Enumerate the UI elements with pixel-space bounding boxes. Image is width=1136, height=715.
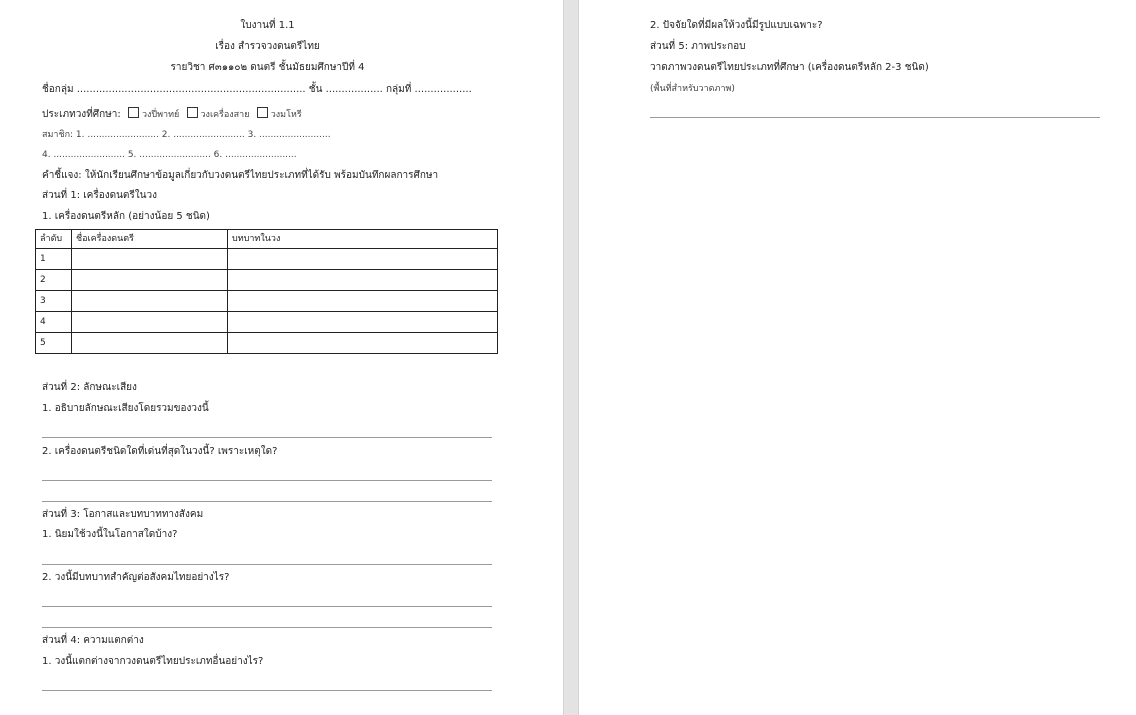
- part1-title: ส่วนที่ 1: เครื่องดนตรีในวง: [42, 190, 158, 201]
- row-number: 2: [36, 270, 72, 291]
- instrument-cell[interactable]: [72, 291, 228, 312]
- group-line: ชื่อกลุ่ม ........................................................................ ชั้น .................. กลุ่มที่ ..................: [42, 84, 472, 95]
- part2-question-2: 2. เครื่องดนตรีชนิดใดที่เด่นที่สุดในวงนี้? เพราะเหตุใด?: [42, 446, 278, 457]
- instrument-cell[interactable]: [72, 270, 228, 291]
- table-row: [36, 291, 498, 312]
- role-cell[interactable]: [228, 291, 498, 312]
- part5-question-1: วาดภาพวงดนตรีไทยประเภทที่ศึกษา (เครื่องดนตรีหลัก 2-3 ชนิด): [650, 62, 929, 73]
- row-number: 5: [36, 333, 72, 354]
- table-header-role: บทบาทในวง: [228, 230, 498, 249]
- band-option-mahori: วงมโหรี: [270, 110, 302, 120]
- table-row: [36, 249, 498, 270]
- band-type-row: [42, 107, 302, 122]
- band-type-label: ประเภทวงที่ศึกษา:: [42, 109, 121, 120]
- answer-line[interactable]: [42, 564, 492, 565]
- instrument-cell[interactable]: [72, 249, 228, 270]
- answer-line[interactable]: [42, 437, 492, 438]
- checkbox-mahori[interactable]: [257, 107, 268, 118]
- table-header-row: [36, 230, 498, 249]
- part5-title: ส่วนที่ 5: ภาพประกอบ: [650, 41, 746, 52]
- document-page-1: [0, 0, 563, 715]
- part4-title: ส่วนที่ 4: ความแตกต่าง: [42, 635, 144, 646]
- table-row: [36, 312, 498, 333]
- checkbox-khrueangsai[interactable]: [187, 107, 198, 118]
- row-number: 4: [36, 312, 72, 333]
- part4-question-2: 2. ปัจจัยใดที่มีผลให้วงนี้มีรูปแบบเฉพาะ?: [650, 20, 823, 31]
- drawing-area-note: (พื้นที่สำหรับวาดภาพ): [650, 84, 735, 94]
- document-page-2: [579, 0, 1136, 715]
- role-cell[interactable]: [228, 312, 498, 333]
- row-number: 3: [36, 291, 72, 312]
- instrument-cell[interactable]: [72, 333, 228, 354]
- part2-title: ส่วนที่ 2: ลักษณะเสียง: [42, 382, 137, 393]
- worksheet-course: รายวิชา ศ๓๑๑๐๒ ดนตรี ชั้นมัธยมศึกษาปีที่ 4: [170, 62, 365, 73]
- worksheet-title: ใบงานที่ 1.1: [240, 20, 295, 31]
- answer-line[interactable]: [42, 606, 492, 607]
- instrument-table: [35, 229, 498, 354]
- part3-title: ส่วนที่ 3: โอกาสและบทบาททางสังคม: [42, 509, 204, 520]
- table-row: [36, 333, 498, 354]
- part4-question-1: 1. วงนี้แตกต่างจากวงดนตรีไทยประเภทอื่นอย่างไร?: [42, 656, 264, 667]
- part3-question-1: 1. นิยมใช้วงนี้ในโอกาสใดบ้าง?: [42, 529, 178, 540]
- part2-question-1: 1. อธิบายลักษณะเสียงโดยรวมของวงนี้: [42, 403, 209, 414]
- table-row: [36, 270, 498, 291]
- answer-line[interactable]: [42, 690, 492, 691]
- role-cell[interactable]: [228, 333, 498, 354]
- instrument-cell[interactable]: [72, 312, 228, 333]
- part1-question-1: 1. เครื่องดนตรีหลัก (อย่างน้อย 5 ชนิด): [42, 211, 210, 222]
- checkbox-piphat[interactable]: [128, 107, 139, 118]
- drawing-area-line[interactable]: [650, 117, 1100, 118]
- part3-question-2: 2. วงนี้มีบทบาทสำคัญต่อสังคมไทยอย่างไร?: [42, 572, 230, 583]
- band-option-khrueangsai: วงเครื่องสาย: [200, 110, 250, 120]
- band-option-piphat: วงปี่พาทย์: [141, 110, 180, 120]
- members-line-1: สมาชิก: 1. ......................... 2. ......................... 3. .........................: [42, 130, 331, 140]
- answer-line[interactable]: [42, 627, 492, 628]
- table-header-order: ลำดับ: [36, 230, 72, 249]
- answer-line[interactable]: [42, 501, 492, 502]
- instructions: คำชี้แจง: ให้นักเรียนศึกษาข้อมูลเกี่ยวกับวงดนตรีไทยประเภทที่ได้รับ พร้อมบันทึกผลการศึกษา: [42, 170, 439, 181]
- role-cell[interactable]: [228, 270, 498, 291]
- answer-line[interactable]: [42, 480, 492, 481]
- table-header-instrument: ชื่อเครื่องดนตรี: [72, 230, 228, 249]
- row-number: 1: [36, 249, 72, 270]
- members-line-2: 4. ......................... 5. ......................... 6. .........................: [42, 150, 297, 160]
- worksheet-subject: เรื่อง สำรวจวงดนตรีไทย: [215, 41, 320, 52]
- page-gutter: [563, 0, 579, 715]
- role-cell[interactable]: [228, 249, 498, 270]
